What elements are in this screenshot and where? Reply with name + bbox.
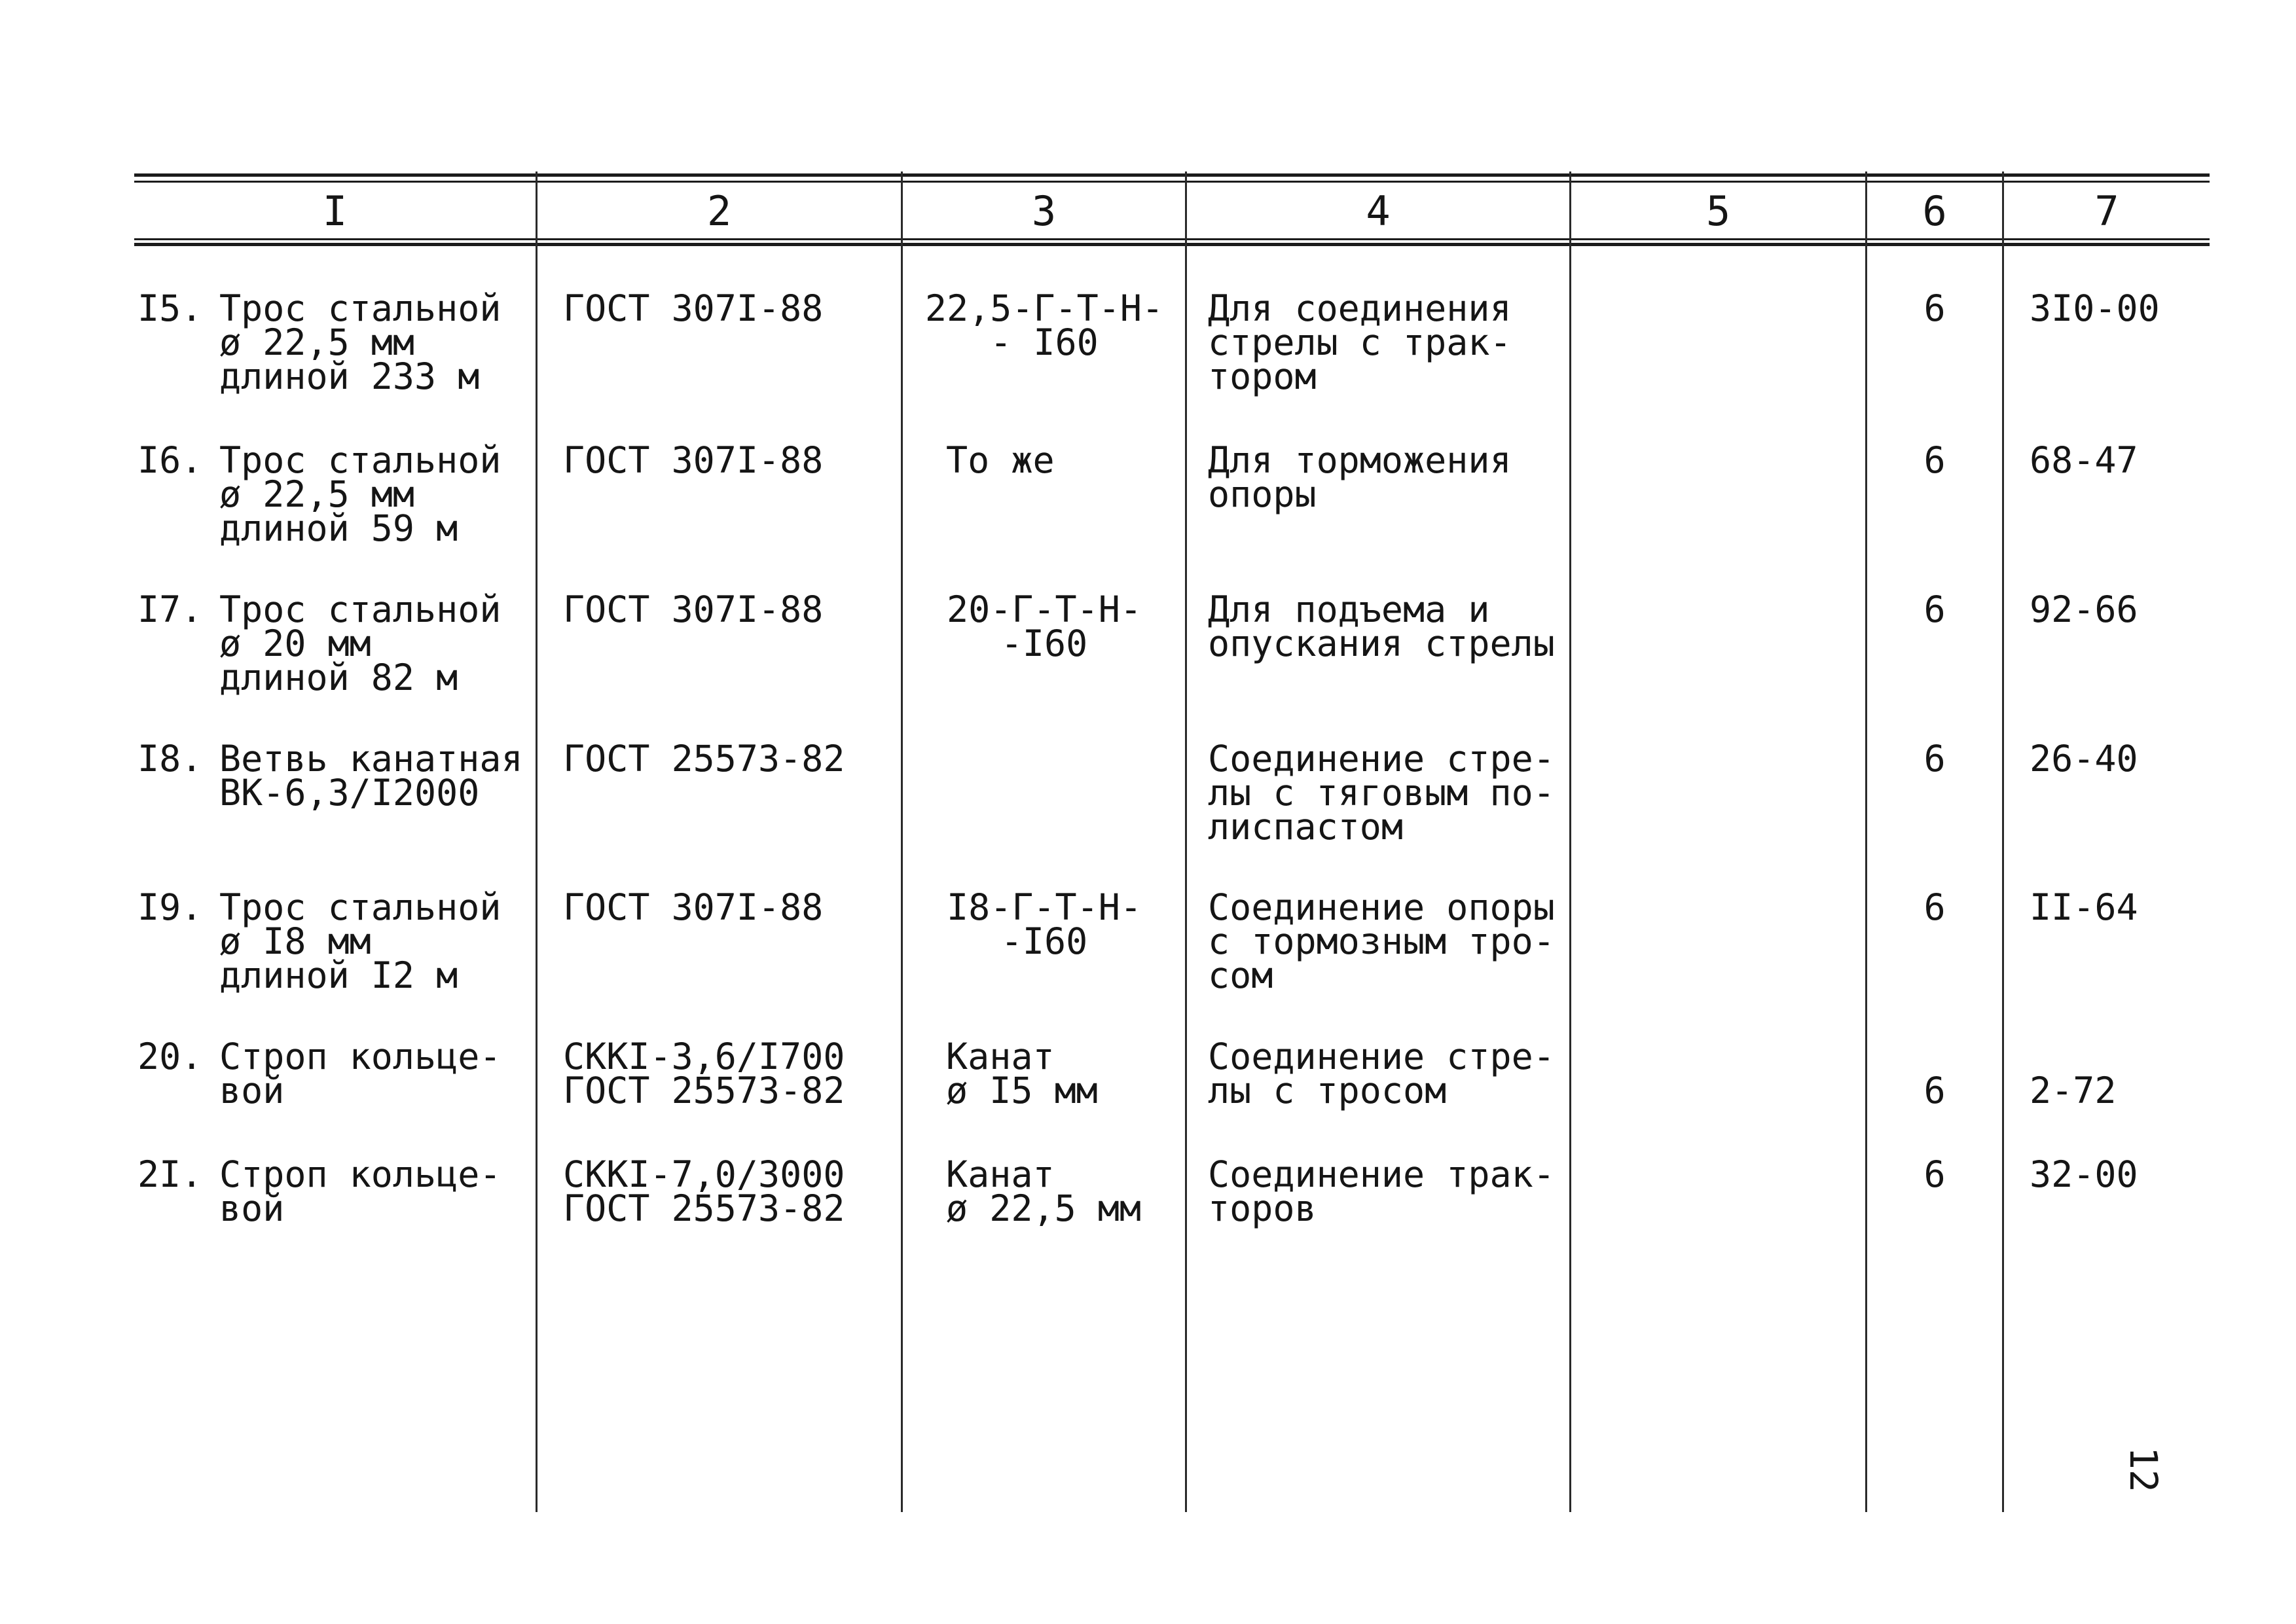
item-name: Строп кольце- вой [219,1153,501,1229]
item-quantity: 6 [1923,1070,1946,1111]
item-name: Трос стальной ø 20 мм длиной 82 м [219,588,501,698]
column-divider [1569,171,1571,1512]
item-quantity: 6 [1923,1153,1946,1195]
item-purpose: Для торможения опоры [1208,439,1512,515]
item-standard: ГОСТ 307I-88 [563,439,824,481]
header-top-rule [134,173,2210,177]
header-col-6: 6 [1922,187,1947,235]
item-purpose: Для соединения стрелы с трак- тором [1208,287,1512,397]
row-number: 20. [137,1036,203,1077]
page-number: 12 [2121,1447,2166,1492]
item-price: 68-47 [2030,439,2138,481]
item-designation: Канат ø 22,5 мм [946,1153,1142,1229]
header-col-5: 5 [1705,187,1731,235]
item-standard: ГОСТ 307I-88 [563,588,824,630]
item-name: Трос стальной ø 22,5 мм длиной 59 м [219,439,501,549]
item-price: II-64 [2030,886,2138,928]
item-standard: ГОСТ 25573-82 [563,738,845,780]
header-col-7: 7 [2094,187,2119,235]
item-purpose: Соединение стре- лы с тросом [1208,1036,1555,1111]
item-quantity: 6 [1923,439,1946,481]
item-name: Строп кольце- вой [219,1036,501,1111]
item-quantity: 6 [1923,886,1946,928]
item-standard: СККI-3,6/I700 ГОСТ 25573-82 [563,1036,845,1111]
item-purpose: Соединение стре- лы с тяговым по- лиспастом [1208,738,1555,848]
item-designation: I8-Г-Т-Н- -I60 [946,886,1142,962]
item-designation: 20-Г-Т-Н- -I60 [946,588,1142,664]
item-quantity: 6 [1923,588,1946,630]
item-designation: Канат ø I5 мм [946,1036,1098,1111]
item-standard: ГОСТ 307I-88 [563,886,824,928]
item-price: 3I0-00 [2030,287,2160,329]
item-name: Ветвь канатная ВК-6,3/I2000 [219,738,523,814]
item-price: 26-40 [2030,738,2138,780]
header-col-4: 4 [1366,187,1391,235]
row-number: I5. [137,287,203,329]
item-purpose: Соединение опоры с тормозным тро- сом [1208,886,1555,996]
column-divider [536,171,538,1512]
item-standard: ГОСТ 307I-88 [563,287,824,329]
item-name: Трос стальной ø 22,5 мм длиной 233 м [219,287,501,397]
item-designation: То же [946,439,1055,481]
row-number: I7. [137,588,203,630]
header-col-3: 3 [1031,187,1057,235]
column-divider [901,171,903,1512]
column-divider [1185,171,1187,1512]
row-number: I8. [137,738,203,780]
header-col-2: 2 [706,187,732,235]
item-quantity: 6 [1923,287,1946,329]
item-price: 92-66 [2030,588,2138,630]
item-purpose: Для подъема и опускания стрелы [1208,588,1555,664]
item-quantity: 6 [1923,738,1946,780]
header-col-1: I [322,187,348,235]
item-price: 2-72 [2030,1070,2117,1111]
row-number: 2I. [137,1153,203,1195]
item-price: 32-00 [2030,1153,2138,1195]
column-divider [2002,171,2004,1512]
header-bottom-rule [134,243,2210,246]
item-name: Трос стальной ø I8 мм длиной I2 м [219,886,501,996]
item-designation: 22,5-Г-Т-Н- - I60 [924,287,1164,363]
row-number: I9. [137,886,203,928]
column-divider [1865,171,1867,1512]
item-standard: СККI-7,0/3000 ГОСТ 25573-82 [563,1153,845,1229]
item-purpose: Соединение трак- торов [1208,1153,1555,1229]
row-number: I6. [137,439,203,481]
